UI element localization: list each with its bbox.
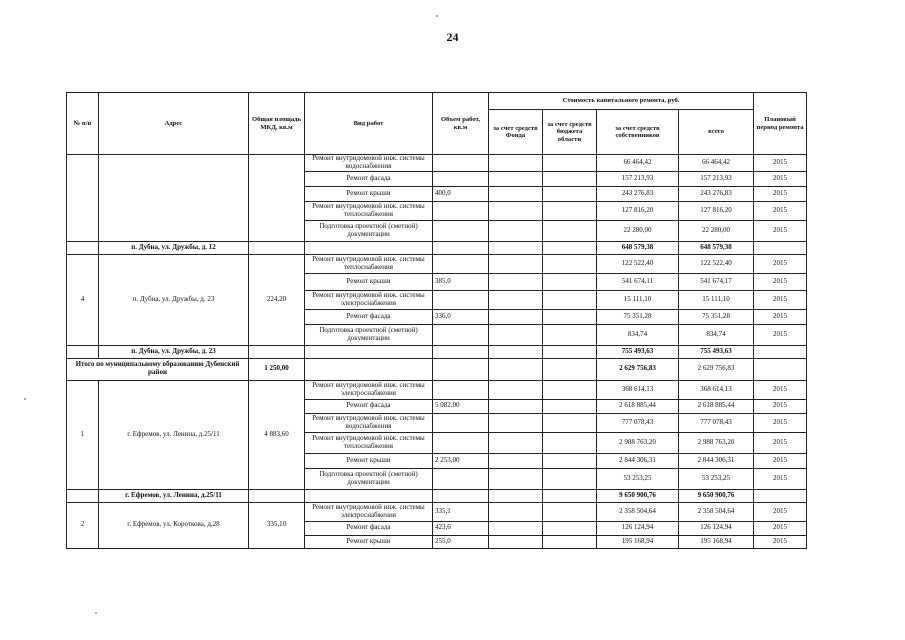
region-cell: [543, 290, 597, 309]
owners-cost: 368 614,13: [597, 380, 679, 399]
work-type: Ремонт крыши: [305, 273, 433, 290]
row-num: 2: [67, 502, 99, 548]
total-cost: 122 522,40: [679, 254, 754, 273]
work-volume: [433, 171, 489, 186]
region-cell: [543, 468, 597, 489]
repair-period: 2015: [754, 309, 807, 324]
repair-period: 2015: [754, 432, 807, 453]
repair-period: 2015: [754, 468, 807, 489]
area-empty: [249, 345, 305, 358]
total-cost: 755 493,63: [679, 345, 754, 358]
fund-cell: [489, 186, 543, 201]
header-area: Общая площадь МКД, кв.м: [249, 93, 305, 155]
house-address: [99, 155, 249, 242]
fund-cell: [489, 171, 543, 186]
region-cell: [543, 453, 597, 468]
period-empty: [754, 489, 807, 502]
table-row: [67, 155, 807, 172]
work-type: Ремонт внутридомовой инж. системы электроснабжения: [305, 290, 433, 309]
volume-empty: [433, 489, 489, 502]
work-empty: [305, 241, 433, 254]
owners-cost: 122 522,40: [597, 254, 679, 273]
repair-period: 2015: [754, 186, 807, 201]
region-cell: [543, 535, 597, 548]
grand-total-area: 1 250,00: [249, 358, 305, 380]
repair-period: 2015: [754, 502, 807, 521]
work-volume: 335,1: [433, 502, 489, 521]
work-empty: [305, 358, 433, 380]
region-cell: [543, 241, 597, 254]
region-cell: [543, 155, 597, 172]
fund-cell: [489, 489, 543, 502]
page-number: 24: [446, 30, 459, 44]
row-num-empty: [67, 345, 99, 358]
fund-cell: [489, 535, 543, 548]
total-cost: 368 614,13: [679, 380, 754, 399]
table-row: [67, 380, 807, 399]
work-type: Подготовка проектной (сметной) документации: [305, 220, 433, 241]
region-cell: [543, 220, 597, 241]
work-volume: 5 082,00: [433, 399, 489, 413]
fund-cell: [489, 358, 543, 380]
fund-cell: [489, 432, 543, 453]
work-volume: 255,0: [433, 535, 489, 548]
work-empty: [305, 345, 433, 358]
row-num-empty: [67, 489, 99, 502]
repair-period: 2015: [754, 453, 807, 468]
owners-cost: 2 988 763,20: [597, 432, 679, 453]
work-type: Ремонт крыши: [305, 453, 433, 468]
table-row: [67, 254, 807, 273]
subtotal-address: п. Дубна, ул. Дружбы, д. 12: [99, 241, 249, 254]
owners-cost: 243 276,83: [597, 186, 679, 201]
fund-cell: [489, 521, 543, 535]
work-volume: 336,0: [433, 309, 489, 324]
total-cost: 127 816,20: [679, 201, 754, 220]
row-num: 1: [67, 380, 99, 489]
owners-cost: 75 351,28: [597, 309, 679, 324]
subtotal-address: г. Ефремов, ул. Ленина, д.25/11: [99, 489, 249, 502]
repair-period: 2015: [754, 380, 807, 399]
repair-period: 2015: [754, 521, 807, 535]
house-address: г. Ефремов, ул. Короткова, д.28: [99, 502, 249, 548]
owners-cost: 777 078,43: [597, 413, 679, 432]
owners-cost: 2 629 756,83: [597, 358, 679, 380]
fund-cell: [489, 220, 543, 241]
header-total: всего: [679, 110, 754, 155]
total-cost: 2 629 756,83: [679, 358, 754, 380]
total-cost: 2 988 763,20: [679, 432, 754, 453]
work-type: Ремонт внутридомовой инж. системы водоснабжения: [305, 155, 433, 172]
fund-cell: [489, 155, 543, 172]
work-volume: [433, 432, 489, 453]
fund-cell: [489, 380, 543, 399]
region-cell: [543, 521, 597, 535]
header-owners: за счет средств собственников: [597, 110, 679, 155]
fund-cell: [489, 254, 543, 273]
fund-cell: [489, 399, 543, 413]
table-row: [67, 502, 807, 521]
work-volume: [433, 413, 489, 432]
house-area: 4 883,60: [249, 380, 305, 489]
work-empty: [305, 489, 433, 502]
work-type: Ремонт внутридомовой инж. системы теплоснабжения: [305, 432, 433, 453]
fund-cell: [489, 273, 543, 290]
fund-cell: [489, 453, 543, 468]
area-empty: [249, 489, 305, 502]
total-cost: 243 276,83: [679, 186, 754, 201]
owners-cost: 53 253,25: [597, 468, 679, 489]
work-type: Ремонт внутридомовой инж. системы электроснабжения: [305, 502, 433, 521]
header-work: Вид работ: [305, 93, 433, 155]
header-address: Адрес: [99, 93, 249, 155]
work-volume: 400,0: [433, 186, 489, 201]
fund-cell: [489, 309, 543, 324]
owners-cost: 195 168,94: [597, 535, 679, 548]
period-empty: [754, 345, 807, 358]
total-cost: 126 124,94: [679, 521, 754, 535]
header-volume: Объем работ, кв.м: [433, 93, 489, 155]
region-cell: [543, 345, 597, 358]
repair-period: 2015: [754, 254, 807, 273]
total-cost: 2 358 504,64: [679, 502, 754, 521]
work-type: Ремонт внутридомовой инж. системы водоснабжения: [305, 413, 433, 432]
grand-total-row: [67, 358, 807, 380]
header-cost-group: Стоимость капитального ремонта, руб.: [489, 93, 754, 110]
fund-cell: [489, 201, 543, 220]
repair-period: 2015: [754, 399, 807, 413]
total-cost: 15 111,10: [679, 290, 754, 309]
subtotal-address: п. Дубна, ул. Дружбы, д. 23: [99, 345, 249, 358]
fund-cell: [489, 241, 543, 254]
total-cost: 777 078,43: [679, 413, 754, 432]
table-body: [67, 155, 807, 549]
owners-cost: 541 674,11: [597, 273, 679, 290]
repair-period: 2015: [754, 324, 807, 345]
work-type: Ремонт крыши: [305, 186, 433, 201]
work-volume: [433, 155, 489, 172]
house-area: 224,20: [249, 254, 305, 345]
owners-cost: 66 464,42: [597, 155, 679, 172]
volume-empty: [433, 345, 489, 358]
region-cell: [543, 324, 597, 345]
work-volume: 423,6: [433, 521, 489, 535]
region-cell: [543, 432, 597, 453]
work-volume: [433, 290, 489, 309]
owners-cost: 9 650 900,76: [597, 489, 679, 502]
owners-cost: 2 358 504,64: [597, 502, 679, 521]
volume-empty: [433, 358, 489, 380]
region-cell: [543, 489, 597, 502]
repair-period: 2015: [754, 535, 807, 548]
work-type: Ремонт внутридомовой инж. системы электроснабжения: [305, 380, 433, 399]
row-num: [67, 155, 99, 242]
work-type: Подготовка проектной (сметной) документации: [305, 324, 433, 345]
region-cell: [543, 309, 597, 324]
total-cost: 2 618 885,44: [679, 399, 754, 413]
region-cell: [543, 502, 597, 521]
owners-cost: 126 124,94: [597, 521, 679, 535]
owners-cost: 2 844 306,31: [597, 453, 679, 468]
fund-cell: [489, 468, 543, 489]
total-cost: 22 280,00: [679, 220, 754, 241]
subtotal-row: [67, 489, 807, 502]
total-cost: 75 351,28: [679, 309, 754, 324]
house-address: п. Дубна, ул. Дружбы, д. 23: [99, 254, 249, 345]
header-fund: за счет средств Фонда: [489, 110, 543, 155]
subtotal-row: [67, 241, 807, 254]
work-type: Ремонт внутридомовой инж. системы теплоснабжения: [305, 254, 433, 273]
work-volume: [433, 468, 489, 489]
owners-cost: 15 111,10: [597, 290, 679, 309]
total-cost: 195 168,94: [679, 535, 754, 548]
repair-period: 2015: [754, 413, 807, 432]
house-area: 335,10: [249, 502, 305, 548]
work-volume: 385,0: [433, 273, 489, 290]
work-volume: [433, 201, 489, 220]
region-cell: [543, 201, 597, 220]
scan-speck: [24, 398, 26, 400]
owners-cost: 755 493,63: [597, 345, 679, 358]
owners-cost: 834,74: [597, 324, 679, 345]
total-cost: 541 674,17: [679, 273, 754, 290]
house-address: г. Ефремов, ул. Ленина, д.25/11: [99, 380, 249, 489]
work-type: Ремонт фасада: [305, 309, 433, 324]
work-type: Ремонт внутридомовой инж. системы теплоснабжения: [305, 201, 433, 220]
region-cell: [543, 171, 597, 186]
subtotal-row: [67, 345, 807, 358]
owners-cost: 22 280,00: [597, 220, 679, 241]
header-region: за счет средств бюджета области: [543, 110, 597, 155]
work-type: Подготовка проектной (сметной) документации: [305, 468, 433, 489]
repair-period: 2015: [754, 171, 807, 186]
repair-period: 2015: [754, 290, 807, 309]
fund-cell: [489, 502, 543, 521]
owners-cost: 2 618 885,44: [597, 399, 679, 413]
region-cell: [543, 380, 597, 399]
total-cost: 66 464,42: [679, 155, 754, 172]
total-cost: 648 579,38: [679, 241, 754, 254]
region-cell: [543, 254, 597, 273]
work-volume: [433, 254, 489, 273]
work-type: Ремонт фасада: [305, 399, 433, 413]
region-cell: [543, 273, 597, 290]
fund-cell: [489, 413, 543, 432]
work-volume: [433, 220, 489, 241]
fund-cell: [489, 345, 543, 358]
fund-cell: [489, 290, 543, 309]
header-period: Плановый период ремонта: [754, 93, 807, 155]
work-type: Ремонт крыши: [305, 535, 433, 548]
row-num-empty: [67, 241, 99, 254]
region-cell: [543, 186, 597, 201]
region-cell: [543, 413, 597, 432]
total-cost: 157 213,93: [679, 171, 754, 186]
total-cost: 2 844 306,31: [679, 453, 754, 468]
area-empty: [249, 241, 305, 254]
capital-repair-table: [66, 92, 807, 549]
scan-speck: [95, 612, 97, 614]
owners-cost: 648 579,38: [597, 241, 679, 254]
header-num: № п/п: [67, 93, 99, 155]
house-area: [249, 155, 305, 242]
fund-cell: [489, 324, 543, 345]
owners-cost: 127 816,20: [597, 201, 679, 220]
period-empty: [754, 241, 807, 254]
repair-period: 2015: [754, 273, 807, 290]
row-num: 4: [67, 254, 99, 345]
volume-empty: [433, 241, 489, 254]
work-type: Ремонт фасада: [305, 171, 433, 186]
repair-period: 2015: [754, 220, 807, 241]
work-type: Ремонт фасада: [305, 521, 433, 535]
work-volume: [433, 324, 489, 345]
total-cost: 834,74: [679, 324, 754, 345]
work-volume: [433, 380, 489, 399]
total-cost: 9 650 900,76: [679, 489, 754, 502]
owners-cost: 157 213,93: [597, 171, 679, 186]
scan-speck: [436, 15, 438, 17]
repair-period: 2015: [754, 201, 807, 220]
grand-total-label: Итого по муниципальному образованию Дубенский район: [67, 358, 249, 380]
repair-period: 2015: [754, 155, 807, 172]
period-empty: [754, 358, 807, 380]
total-cost: 53 253,25: [679, 468, 754, 489]
region-cell: [543, 399, 597, 413]
work-volume: 2 253,00: [433, 453, 489, 468]
region-cell: [543, 358, 597, 380]
